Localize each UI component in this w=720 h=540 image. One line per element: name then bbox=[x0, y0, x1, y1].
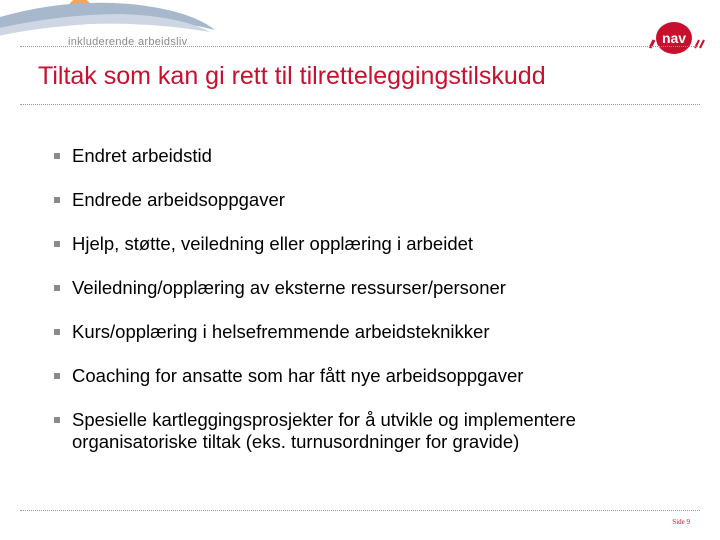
bullet-text: Endret arbeidstid bbox=[72, 145, 212, 166]
nav-logo bbox=[640, 16, 710, 56]
bullet-text: Coaching for ansatte som har fått nye arbeidsoppgaver bbox=[72, 365, 524, 386]
title-divider bbox=[20, 104, 700, 105]
bullet-item bbox=[52, 409, 692, 453]
bullet-text: Endrede arbeidsoppgaver bbox=[72, 189, 285, 210]
nav-logo-text: nav bbox=[661, 30, 687, 46]
bullet-square-icon bbox=[54, 241, 60, 247]
bullet-item bbox=[52, 365, 692, 387]
bullet-square-icon bbox=[54, 197, 60, 203]
bullet-text: Hjelp, støtte, veiledning eller opplæring i arbeidet bbox=[72, 233, 474, 254]
nav-logo-graphic bbox=[640, 16, 710, 56]
ia-logo-text: inkluderende arbeidsliv bbox=[68, 36, 188, 48]
slide-title: Tiltak som kan gi rett til tilretteleggingstilskudd bbox=[38, 62, 546, 90]
bullet-item bbox=[52, 189, 692, 211]
bullet-text: Spesielle kartleggingsprosjekter for å utvikle og implementere organisatoriske tiltak (eks. turnusordninger for gravide) bbox=[72, 409, 576, 452]
ia-logo bbox=[0, 0, 240, 50]
bullet-item bbox=[52, 277, 692, 299]
bullet-text: Veiledning/opplæring av eksterne ressurser/personer bbox=[72, 277, 506, 298]
bullet-item bbox=[52, 321, 692, 343]
bullet-text: Kurs/opplæring i helsefremmende arbeidsteknikker bbox=[72, 321, 490, 342]
bullet-list bbox=[52, 145, 692, 475]
bullet-square-icon bbox=[54, 285, 60, 291]
page-number: Side 9 bbox=[672, 518, 690, 526]
bullet-square-icon bbox=[54, 373, 60, 379]
bullet-item bbox=[52, 145, 692, 167]
bullet-square-icon bbox=[54, 153, 60, 159]
bullet-item bbox=[52, 233, 692, 255]
bullet-square-icon bbox=[54, 417, 60, 423]
bullet-square-icon bbox=[54, 329, 60, 335]
header-divider bbox=[20, 46, 700, 47]
footer-divider bbox=[20, 510, 700, 511]
